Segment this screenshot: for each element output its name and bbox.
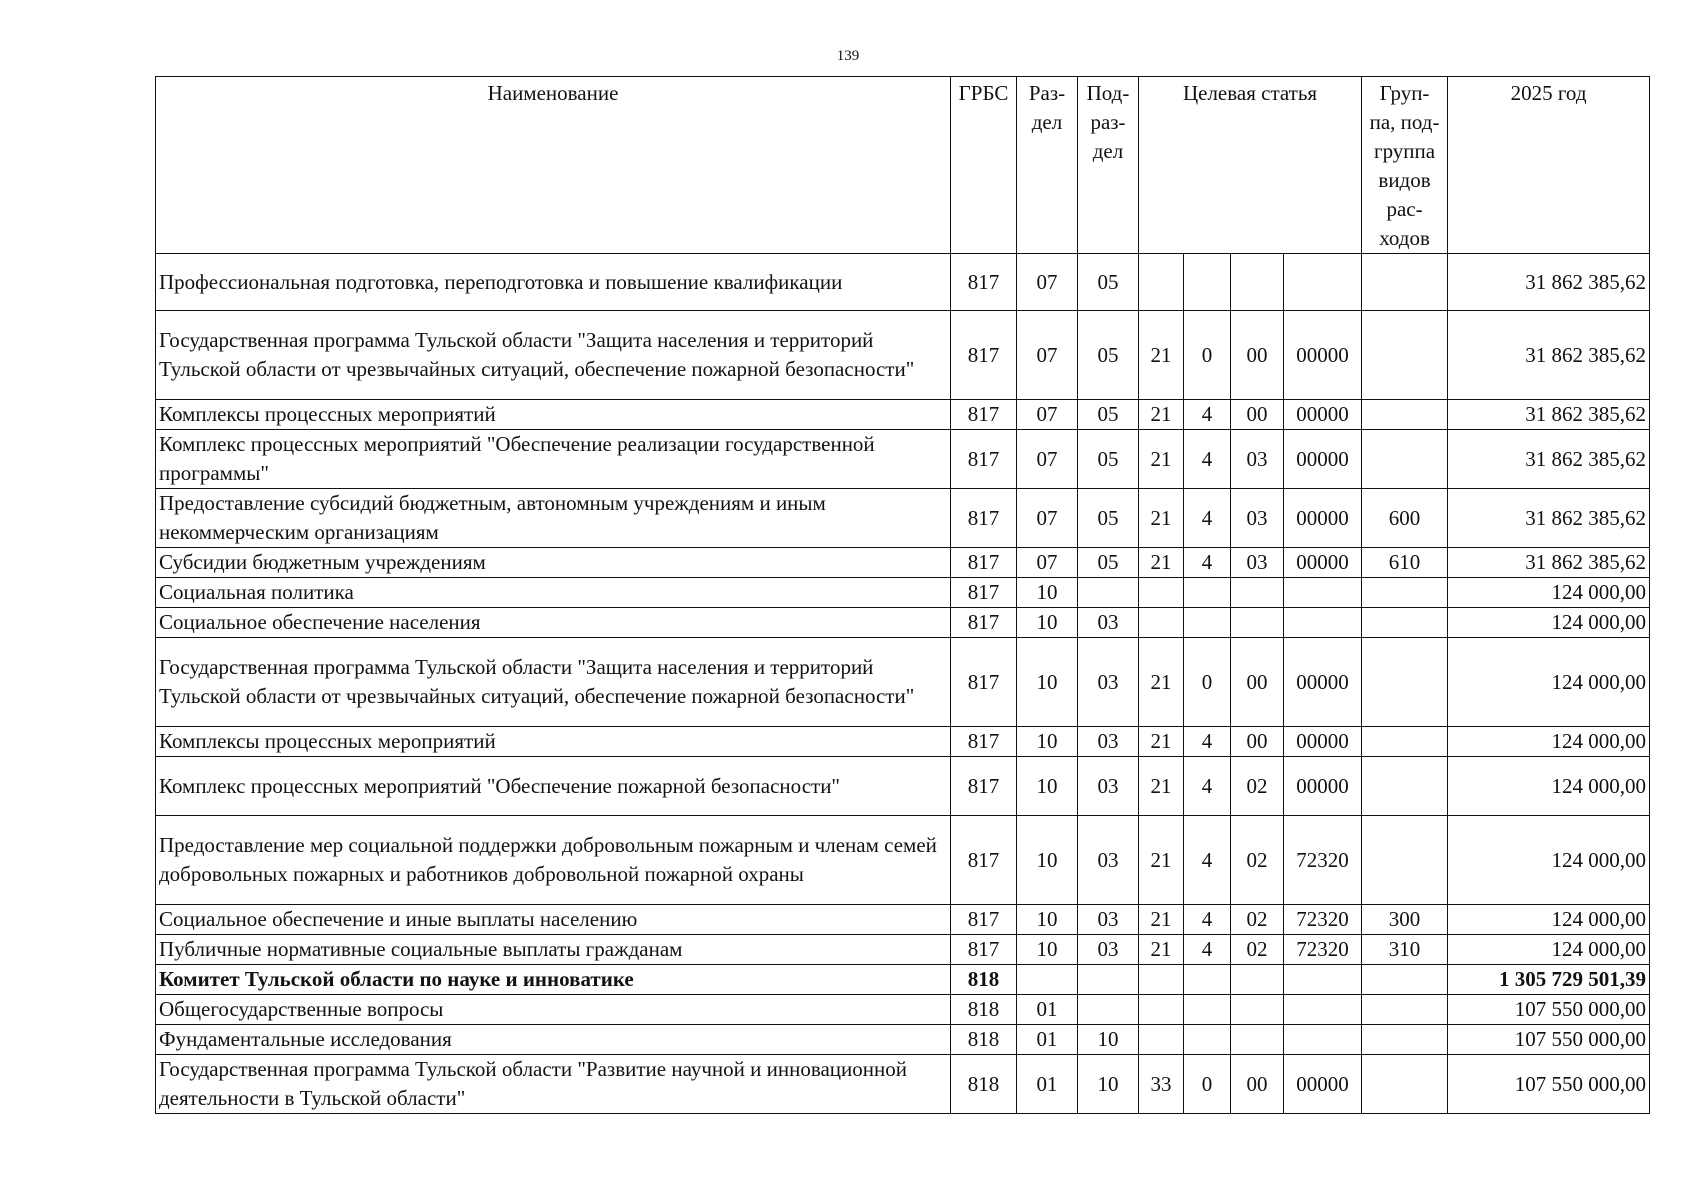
cell-target-program: 21 bbox=[1139, 905, 1184, 935]
cell-target-type: 4 bbox=[1184, 816, 1231, 905]
cell-expense-group bbox=[1362, 311, 1448, 400]
cell-podrazdel bbox=[1078, 965, 1139, 995]
cell-amount: 31 862 385,62 bbox=[1448, 430, 1650, 489]
table-row bbox=[156, 905, 1650, 935]
cell-amount: 124 000,00 bbox=[1448, 905, 1650, 935]
cell-name: Профессиональная подготовка, переподготовка и повышение квалификации bbox=[156, 254, 951, 311]
header-name: Наименование bbox=[156, 77, 951, 254]
cell-target-direction bbox=[1284, 1025, 1362, 1055]
cell-target-subprogram: 00 bbox=[1231, 400, 1284, 430]
cell-podrazdel: 05 bbox=[1078, 311, 1139, 400]
table-row bbox=[156, 935, 1650, 965]
cell-target-type bbox=[1184, 254, 1231, 311]
cell-expense-group bbox=[1362, 638, 1448, 727]
cell-target-program bbox=[1139, 995, 1184, 1025]
cell-target-direction: 00000 bbox=[1284, 1055, 1362, 1114]
cell-expense-group: 610 bbox=[1362, 548, 1448, 578]
cell-razdel: 10 bbox=[1017, 905, 1078, 935]
cell-target-subprogram: 00 bbox=[1231, 638, 1284, 727]
cell-target-type bbox=[1184, 578, 1231, 608]
cell-expense-group: 310 bbox=[1362, 935, 1448, 965]
cell-target-direction: 00000 bbox=[1284, 430, 1362, 489]
cell-razdel: 10 bbox=[1017, 816, 1078, 905]
cell-target-type: 0 bbox=[1184, 1055, 1231, 1114]
cell-target-direction: 00000 bbox=[1284, 548, 1362, 578]
cell-target-program: 21 bbox=[1139, 935, 1184, 965]
table-row bbox=[156, 757, 1650, 816]
cell-grbs: 817 bbox=[951, 608, 1017, 638]
cell-grbs: 818 bbox=[951, 995, 1017, 1025]
cell-target-subprogram: 03 bbox=[1231, 430, 1284, 489]
cell-expense-group bbox=[1362, 1025, 1448, 1055]
cell-podrazdel: 03 bbox=[1078, 935, 1139, 965]
cell-name: Фундаментальные исследования bbox=[156, 1025, 951, 1055]
table-row bbox=[156, 400, 1650, 430]
cell-amount: 31 862 385,62 bbox=[1448, 254, 1650, 311]
cell-expense-group bbox=[1362, 1055, 1448, 1114]
cell-razdel: 10 bbox=[1017, 727, 1078, 757]
cell-razdel: 10 bbox=[1017, 578, 1078, 608]
page-number: 139 bbox=[836, 48, 860, 64]
cell-amount: 1 305 729 501,39 bbox=[1448, 965, 1650, 995]
cell-target-program: 21 bbox=[1139, 816, 1184, 905]
table-row bbox=[156, 1025, 1650, 1055]
table-row bbox=[156, 638, 1650, 727]
cell-target-subprogram bbox=[1231, 608, 1284, 638]
cell-target-subprogram: 02 bbox=[1231, 816, 1284, 905]
cell-target-direction bbox=[1284, 995, 1362, 1025]
cell-target-subprogram: 00 bbox=[1231, 311, 1284, 400]
cell-amount: 124 000,00 bbox=[1448, 608, 1650, 638]
cell-expense-group bbox=[1362, 727, 1448, 757]
cell-target-program: 21 bbox=[1139, 400, 1184, 430]
cell-target-type: 0 bbox=[1184, 311, 1231, 400]
header-group: Груп- па, под- группа видов рас- ходов bbox=[1362, 77, 1448, 254]
cell-amount: 31 862 385,62 bbox=[1448, 400, 1650, 430]
cell-name: Комплексы процессных мероприятий bbox=[156, 400, 951, 430]
cell-grbs: 817 bbox=[951, 727, 1017, 757]
cell-razdel: 10 bbox=[1017, 935, 1078, 965]
table-row bbox=[156, 489, 1650, 548]
cell-target-program bbox=[1139, 1025, 1184, 1055]
cell-target-subprogram bbox=[1231, 254, 1284, 311]
cell-target-type bbox=[1184, 965, 1231, 995]
cell-expense-group bbox=[1362, 816, 1448, 905]
cell-target-direction: 00000 bbox=[1284, 638, 1362, 727]
cell-name: Комплексы процессных мероприятий bbox=[156, 727, 951, 757]
table-row bbox=[156, 965, 1650, 995]
cell-podrazdel: 03 bbox=[1078, 727, 1139, 757]
cell-target-type bbox=[1184, 1025, 1231, 1055]
table-row bbox=[156, 608, 1650, 638]
cell-target-program: 21 bbox=[1139, 489, 1184, 548]
table-body bbox=[156, 254, 1650, 1114]
cell-razdel: 07 bbox=[1017, 400, 1078, 430]
table-row bbox=[156, 430, 1650, 489]
header-razdel: Раз- дел bbox=[1017, 77, 1078, 254]
cell-target-type: 4 bbox=[1184, 757, 1231, 816]
cell-target-program: 21 bbox=[1139, 757, 1184, 816]
cell-razdel bbox=[1017, 965, 1078, 995]
cell-target-type: 4 bbox=[1184, 727, 1231, 757]
cell-amount: 124 000,00 bbox=[1448, 757, 1650, 816]
cell-target-subprogram: 00 bbox=[1231, 727, 1284, 757]
cell-expense-group bbox=[1362, 995, 1448, 1025]
cell-grbs: 817 bbox=[951, 548, 1017, 578]
cell-target-type: 4 bbox=[1184, 489, 1231, 548]
budget-table bbox=[155, 76, 1650, 1114]
header-year: 2025 год bbox=[1448, 77, 1650, 254]
cell-name: Общегосударственные вопросы bbox=[156, 995, 951, 1025]
cell-podrazdel: 03 bbox=[1078, 757, 1139, 816]
cell-name: Комитет Тульской области по науке и инноватике bbox=[156, 965, 951, 995]
cell-target-direction bbox=[1284, 578, 1362, 608]
cell-expense-group bbox=[1362, 430, 1448, 489]
cell-name: Комплекс процессных мероприятий "Обеспечение пожарной безопасности" bbox=[156, 757, 951, 816]
cell-target-subprogram bbox=[1231, 965, 1284, 995]
cell-podrazdel: 05 bbox=[1078, 548, 1139, 578]
cell-grbs: 817 bbox=[951, 489, 1017, 548]
cell-podrazdel: 10 bbox=[1078, 1025, 1139, 1055]
cell-amount: 124 000,00 bbox=[1448, 816, 1650, 905]
cell-target-direction: 00000 bbox=[1284, 757, 1362, 816]
cell-target-type: 4 bbox=[1184, 905, 1231, 935]
cell-target-type: 0 bbox=[1184, 638, 1231, 727]
cell-podrazdel: 05 bbox=[1078, 254, 1139, 311]
cell-target-subprogram: 00 bbox=[1231, 1055, 1284, 1114]
cell-target-direction: 00000 bbox=[1284, 727, 1362, 757]
cell-grbs: 817 bbox=[951, 816, 1017, 905]
cell-target-program: 21 bbox=[1139, 727, 1184, 757]
cell-amount: 107 550 000,00 bbox=[1448, 995, 1650, 1025]
cell-target-subprogram bbox=[1231, 578, 1284, 608]
cell-name: Социальное обеспечение населения bbox=[156, 608, 951, 638]
cell-target-direction: 00000 bbox=[1284, 489, 1362, 548]
cell-podrazdel: 05 bbox=[1078, 400, 1139, 430]
cell-target-direction: 00000 bbox=[1284, 400, 1362, 430]
cell-razdel: 07 bbox=[1017, 254, 1078, 311]
cell-amount: 31 862 385,62 bbox=[1448, 548, 1650, 578]
cell-expense-group: 600 bbox=[1362, 489, 1448, 548]
cell-grbs: 817 bbox=[951, 905, 1017, 935]
cell-amount: 107 550 000,00 bbox=[1448, 1025, 1650, 1055]
cell-expense-group bbox=[1362, 965, 1448, 995]
cell-podrazdel: 10 bbox=[1078, 1055, 1139, 1114]
cell-name: Социальная политика bbox=[156, 578, 951, 608]
cell-grbs: 817 bbox=[951, 430, 1017, 489]
cell-name: Социальное обеспечение и иные выплаты населению bbox=[156, 905, 951, 935]
cell-target-subprogram: 02 bbox=[1231, 935, 1284, 965]
cell-grbs: 817 bbox=[951, 638, 1017, 727]
cell-amount: 107 550 000,00 bbox=[1448, 1055, 1650, 1114]
cell-razdel: 01 bbox=[1017, 1025, 1078, 1055]
cell-podrazdel: 03 bbox=[1078, 638, 1139, 727]
cell-amount: 31 862 385,62 bbox=[1448, 489, 1650, 548]
cell-amount: 31 862 385,62 bbox=[1448, 311, 1650, 400]
cell-grbs: 818 bbox=[951, 1055, 1017, 1114]
cell-razdel: 01 bbox=[1017, 1055, 1078, 1114]
cell-razdel: 07 bbox=[1017, 489, 1078, 548]
cell-expense-group: 300 bbox=[1362, 905, 1448, 935]
cell-target-type: 4 bbox=[1184, 400, 1231, 430]
cell-target-direction: 72320 bbox=[1284, 905, 1362, 935]
cell-amount: 124 000,00 bbox=[1448, 578, 1650, 608]
cell-target-type bbox=[1184, 995, 1231, 1025]
cell-razdel: 10 bbox=[1017, 608, 1078, 638]
cell-target-program bbox=[1139, 608, 1184, 638]
cell-grbs: 817 bbox=[951, 757, 1017, 816]
cell-grbs: 817 bbox=[951, 311, 1017, 400]
cell-target-program bbox=[1139, 965, 1184, 995]
cell-podrazdel: 05 bbox=[1078, 489, 1139, 548]
cell-podrazdel bbox=[1078, 578, 1139, 608]
cell-target-subprogram bbox=[1231, 995, 1284, 1025]
cell-target-program: 21 bbox=[1139, 311, 1184, 400]
cell-podrazdel: 03 bbox=[1078, 905, 1139, 935]
cell-target-subprogram: 02 bbox=[1231, 905, 1284, 935]
cell-name: Публичные нормативные социальные выплаты гражданам bbox=[156, 935, 951, 965]
cell-grbs: 818 bbox=[951, 965, 1017, 995]
cell-amount: 124 000,00 bbox=[1448, 935, 1650, 965]
cell-target-direction bbox=[1284, 608, 1362, 638]
cell-razdel: 07 bbox=[1017, 548, 1078, 578]
cell-expense-group bbox=[1362, 400, 1448, 430]
cell-target-direction: 72320 bbox=[1284, 935, 1362, 965]
cell-target-type: 4 bbox=[1184, 548, 1231, 578]
cell-target-program bbox=[1139, 578, 1184, 608]
cell-expense-group bbox=[1362, 757, 1448, 816]
cell-name: Государственная программа Тульской области "Развитие научной и инновационной деятельности в Тульской области" bbox=[156, 1055, 951, 1114]
cell-target-program: 33 bbox=[1139, 1055, 1184, 1114]
cell-name: Предоставление субсидий бюджетным, автономным учреждениям и иным некоммерческим организациям bbox=[156, 489, 951, 548]
cell-target-subprogram: 03 bbox=[1231, 548, 1284, 578]
table-row bbox=[156, 995, 1650, 1025]
cell-target-type: 4 bbox=[1184, 935, 1231, 965]
cell-amount: 124 000,00 bbox=[1448, 727, 1650, 757]
cell-target-program: 21 bbox=[1139, 548, 1184, 578]
cell-target-direction bbox=[1284, 254, 1362, 311]
cell-podrazdel: 03 bbox=[1078, 608, 1139, 638]
cell-expense-group bbox=[1362, 608, 1448, 638]
table-header bbox=[156, 77, 1650, 254]
cell-grbs: 818 bbox=[951, 1025, 1017, 1055]
cell-target-type bbox=[1184, 608, 1231, 638]
cell-name: Государственная программа Тульской области "Защита населения и территорий Тульской области от чрезвычайных ситуаций, обеспечение пожарной безопасности" bbox=[156, 638, 951, 727]
cell-razdel: 10 bbox=[1017, 757, 1078, 816]
cell-target-program: 21 bbox=[1139, 430, 1184, 489]
cell-podrazdel: 05 bbox=[1078, 430, 1139, 489]
table-row bbox=[156, 816, 1650, 905]
cell-podrazdel bbox=[1078, 995, 1139, 1025]
cell-razdel: 07 bbox=[1017, 311, 1078, 400]
table-row bbox=[156, 727, 1650, 757]
cell-target-type: 4 bbox=[1184, 430, 1231, 489]
table-row bbox=[156, 548, 1650, 578]
cell-target-direction: 00000 bbox=[1284, 311, 1362, 400]
cell-grbs: 817 bbox=[951, 400, 1017, 430]
cell-expense-group bbox=[1362, 578, 1448, 608]
cell-target-direction: 72320 bbox=[1284, 816, 1362, 905]
cell-target-subprogram: 02 bbox=[1231, 757, 1284, 816]
header-target: Целевая статья bbox=[1139, 77, 1362, 254]
header-podrazdel: Под- раз- дел bbox=[1078, 77, 1139, 254]
cell-razdel: 07 bbox=[1017, 430, 1078, 489]
cell-name: Государственная программа Тульской области "Защита населения и территорий Тульской области от чрезвычайных ситуаций, обеспечение пожарной безопасности" bbox=[156, 311, 951, 400]
cell-grbs: 817 bbox=[951, 935, 1017, 965]
table-row bbox=[156, 311, 1650, 400]
cell-target-program bbox=[1139, 254, 1184, 311]
cell-name: Предоставление мер социальной поддержки добровольным пожарным и членам семей добровольных пожарных и работников добровольной пожарной охраны bbox=[156, 816, 951, 905]
cell-target-subprogram: 03 bbox=[1231, 489, 1284, 548]
cell-amount: 124 000,00 bbox=[1448, 638, 1650, 727]
cell-podrazdel: 03 bbox=[1078, 816, 1139, 905]
cell-razdel: 01 bbox=[1017, 995, 1078, 1025]
cell-target-direction bbox=[1284, 965, 1362, 995]
cell-grbs: 817 bbox=[951, 254, 1017, 311]
cell-razdel: 10 bbox=[1017, 638, 1078, 727]
table-row bbox=[156, 254, 1650, 311]
cell-target-program: 21 bbox=[1139, 638, 1184, 727]
cell-target-subprogram bbox=[1231, 1025, 1284, 1055]
header-grbs: ГРБС bbox=[951, 77, 1017, 254]
cell-name: Комплекс процессных мероприятий "Обеспечение реализации государственной программы" bbox=[156, 430, 951, 489]
table-row bbox=[156, 1055, 1650, 1114]
table-row bbox=[156, 578, 1650, 608]
cell-name: Субсидии бюджетным учреждениям bbox=[156, 548, 951, 578]
cell-expense-group bbox=[1362, 254, 1448, 311]
cell-grbs: 817 bbox=[951, 578, 1017, 608]
